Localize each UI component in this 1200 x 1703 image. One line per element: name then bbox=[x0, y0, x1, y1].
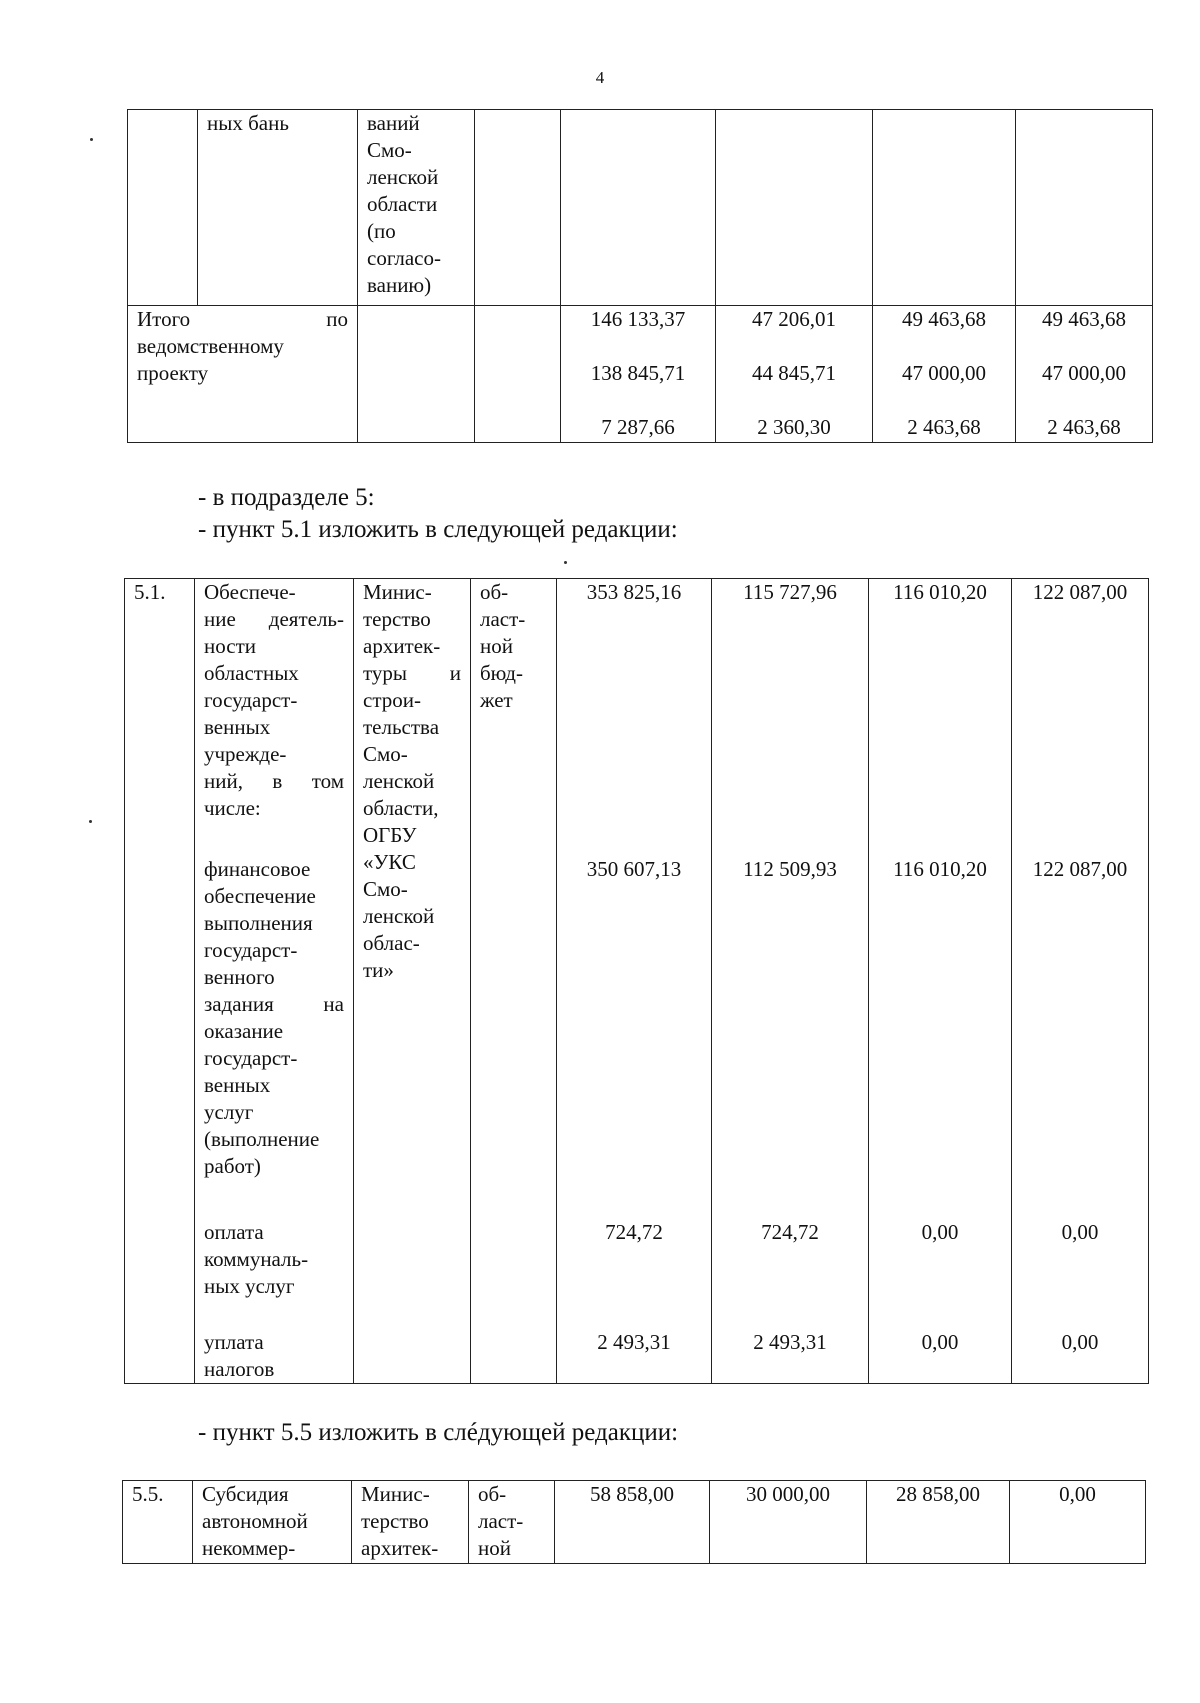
table-row bbox=[128, 110, 1153, 306]
cell-value bbox=[557, 579, 712, 1384]
text-line: ленской bbox=[367, 165, 439, 189]
scan-speck bbox=[89, 820, 92, 823]
value: 2 463,68 bbox=[1047, 415, 1121, 439]
text-line: услуг bbox=[204, 1100, 254, 1124]
text-line: ванию) bbox=[367, 273, 432, 297]
total-label-line: проекту bbox=[137, 361, 209, 385]
text-line: ний, в том bbox=[204, 769, 344, 793]
value: 116 010,20 bbox=[893, 857, 987, 881]
text-line: государст- bbox=[204, 938, 298, 962]
cell-value bbox=[716, 110, 873, 306]
value: 353 825,16 bbox=[586, 580, 682, 604]
value: 2 463,68 bbox=[907, 415, 981, 439]
value: 724,72 bbox=[761, 1220, 819, 1244]
cell-value bbox=[873, 110, 1016, 306]
text-line: налогов bbox=[204, 1357, 275, 1381]
text-line: ных услуг bbox=[204, 1274, 295, 1298]
text-line: коммуналь- bbox=[204, 1247, 309, 1271]
text-line: ной bbox=[480, 634, 513, 658]
text-line: Минис- bbox=[363, 580, 432, 604]
text-line: жет bbox=[480, 688, 513, 712]
text-line: выполнения bbox=[204, 911, 313, 935]
text-line: тельства bbox=[363, 715, 440, 739]
name-block-main bbox=[204, 579, 344, 856]
text-line: терство bbox=[361, 1509, 429, 1533]
text-line: ласт- bbox=[480, 607, 526, 631]
value: 2 360,30 bbox=[757, 415, 831, 439]
cell-value: 0,00 bbox=[1010, 1481, 1146, 1564]
value: 47 000,00 bbox=[902, 361, 986, 385]
table-row-total bbox=[128, 306, 1153, 443]
name-block-sub2 bbox=[204, 1219, 344, 1329]
text-line: областных bbox=[204, 661, 299, 685]
text-line: Обеспече- bbox=[204, 580, 296, 604]
text-line: государст- bbox=[204, 688, 298, 712]
cell-value bbox=[873, 306, 1016, 443]
cell-name bbox=[195, 579, 354, 1384]
value: 2 493,31 bbox=[597, 1330, 671, 1354]
value: 0,00 bbox=[1061, 1330, 1099, 1354]
cell-source bbox=[475, 306, 561, 443]
text-line: финансовое bbox=[204, 857, 311, 881]
scan-speck bbox=[564, 561, 567, 564]
value: 350 607,13 bbox=[586, 857, 682, 881]
value: 2 493,31 bbox=[753, 1330, 827, 1354]
text-line: оплата bbox=[204, 1220, 264, 1244]
value: 0,00 bbox=[1061, 1220, 1099, 1244]
text-line: государст- bbox=[204, 1046, 298, 1070]
total-label-line: ведомственному bbox=[137, 334, 284, 358]
cell-value bbox=[1016, 306, 1153, 443]
value: 112 509,93 bbox=[743, 857, 837, 881]
text-line: ваний bbox=[367, 111, 420, 135]
text-line: об- bbox=[478, 1482, 507, 1506]
text-line: Минис- bbox=[361, 1482, 430, 1506]
text-line: венных bbox=[204, 1073, 271, 1097]
cell-value: 58 858,00 bbox=[555, 1481, 710, 1564]
text-line: бюд- bbox=[480, 661, 523, 685]
text-line: обеспечение bbox=[204, 884, 316, 908]
subsection-note: - в подразделе 5: bbox=[198, 484, 375, 511]
cell-number: 5.1. bbox=[125, 579, 195, 1384]
scan-speck bbox=[90, 138, 93, 141]
name-text: ных бань bbox=[207, 111, 289, 135]
text-line: ленской bbox=[363, 769, 435, 793]
value: 122 087,00 bbox=[1032, 580, 1128, 604]
cell-name bbox=[193, 1481, 352, 1564]
value: 724,72 bbox=[605, 1220, 663, 1244]
page-number: 4 bbox=[595, 68, 605, 87]
table-point-5-5 bbox=[122, 1480, 1146, 1564]
name-block-sub3 bbox=[204, 1329, 344, 1383]
name-block-sub1 bbox=[204, 856, 344, 1219]
total-label-word: по bbox=[326, 307, 348, 331]
cell-name bbox=[198, 110, 358, 306]
point-5-1-note: - пункт 5.1 изложить в следующей редакции: bbox=[198, 516, 678, 543]
value: 122 087,00 bbox=[1032, 857, 1128, 881]
cell-value: 28 858,00 bbox=[867, 1481, 1010, 1564]
cell-source bbox=[475, 110, 561, 306]
cell-executor bbox=[358, 306, 475, 443]
value: 146 133,37 bbox=[590, 307, 686, 331]
cell-value bbox=[869, 579, 1012, 1384]
value: 0,00 bbox=[921, 1330, 959, 1354]
text-line: Субсидия bbox=[202, 1482, 289, 1506]
text-line: облас- bbox=[363, 931, 420, 955]
value: 47 000,00 bbox=[1042, 361, 1126, 385]
text-line: согласо- bbox=[367, 246, 441, 270]
cell-number: 5.5. bbox=[123, 1481, 193, 1564]
text-line: работ) bbox=[204, 1154, 261, 1178]
text-line: венного bbox=[204, 965, 275, 989]
text-line: терство bbox=[363, 607, 431, 631]
text-line: области bbox=[367, 192, 438, 216]
text-line: об- bbox=[480, 580, 509, 604]
value: 44 845,71 bbox=[752, 361, 836, 385]
cell-source bbox=[471, 579, 557, 1384]
text-line: ной bbox=[478, 1536, 511, 1560]
cell-value bbox=[561, 306, 716, 443]
text-line: учрежде- bbox=[204, 742, 287, 766]
text-line: ласт- bbox=[478, 1509, 524, 1533]
text-line: строи- bbox=[363, 688, 421, 712]
value: 138 845,71 bbox=[590, 361, 686, 385]
text-line: ленской bbox=[363, 904, 435, 928]
point-5-5-note: - пункт 5.5 изложить в слéдующей редакции: bbox=[198, 1419, 679, 1446]
cell-total-label bbox=[128, 306, 358, 443]
text-line: туры и bbox=[363, 661, 461, 685]
cell-value: 30 000,00 bbox=[710, 1481, 867, 1564]
cell-executor bbox=[354, 579, 471, 1384]
value: 7 287,66 bbox=[601, 415, 675, 439]
total-label-line bbox=[137, 306, 348, 333]
text-line: (по bbox=[367, 219, 396, 243]
text-line: «УКС bbox=[363, 850, 416, 874]
text-line: ности bbox=[204, 634, 256, 658]
value: 116 010,20 bbox=[893, 580, 987, 604]
cell-value bbox=[1016, 110, 1153, 306]
text-line: оказание bbox=[204, 1019, 284, 1043]
total-label-word: Итого bbox=[137, 307, 191, 331]
value: 49 463,68 bbox=[1042, 307, 1126, 331]
text-line: числе: bbox=[204, 796, 261, 820]
cell-executor bbox=[358, 110, 475, 306]
text-line: Смо- bbox=[367, 138, 412, 162]
text-line: Смо- bbox=[363, 877, 408, 901]
table-row bbox=[123, 1481, 1146, 1564]
table-continuation bbox=[127, 109, 1153, 443]
text-line: некоммер- bbox=[202, 1536, 296, 1560]
text-line: задания на bbox=[204, 992, 344, 1016]
text-line: (выполнение bbox=[204, 1127, 320, 1151]
text-line: венных bbox=[204, 715, 271, 739]
cell-value bbox=[561, 110, 716, 306]
text-line: уплата bbox=[204, 1330, 264, 1354]
cell-value bbox=[716, 306, 873, 443]
text-line: области, bbox=[363, 796, 439, 820]
table-point-5-1 bbox=[124, 578, 1149, 1384]
text-line: Смо- bbox=[363, 742, 408, 766]
value: 115 727,96 bbox=[743, 580, 837, 604]
cell-source bbox=[469, 1481, 555, 1564]
cell-value bbox=[712, 579, 869, 1384]
cell-value bbox=[1012, 579, 1149, 1384]
text-line: автономной bbox=[202, 1509, 308, 1533]
cell-number bbox=[128, 110, 198, 306]
text-line: ОГБУ bbox=[363, 823, 417, 847]
cell-executor bbox=[352, 1481, 469, 1564]
text-line: архитек- bbox=[361, 1536, 439, 1560]
text-line: ти» bbox=[363, 958, 394, 982]
value: 49 463,68 bbox=[902, 307, 986, 331]
value: 0,00 bbox=[921, 1220, 959, 1244]
value: 47 206,01 bbox=[752, 307, 836, 331]
text-line: архитек- bbox=[363, 634, 441, 658]
table-row bbox=[125, 579, 1149, 1384]
text-line: ние деятель- bbox=[204, 607, 344, 631]
